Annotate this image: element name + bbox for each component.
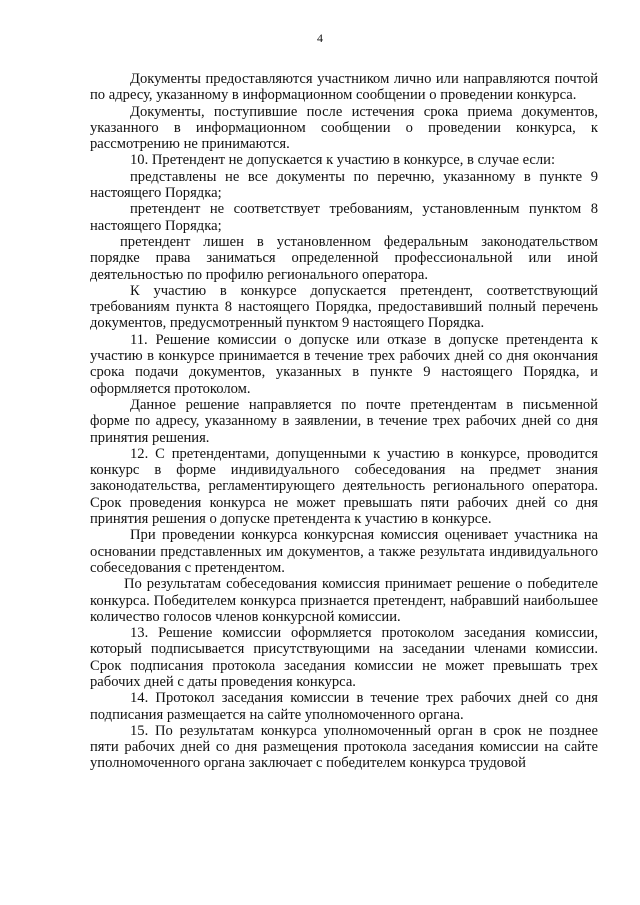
document-body [90, 71, 598, 772]
paragraph-clause-10-incomplete-documents: представлены не все документы по перечню, указанному в пункте 9 настоящего Порядка; [90, 168, 598, 202]
page-number: 4 [317, 31, 323, 45]
paragraph-decision-notice: Данное решение направляется по почте претендентам в письменной форме по адресу, указанному в заявлении, в течение трех рабочих дней со дня принятия решения. [90, 396, 598, 446]
paragraph-late-documents: Документы, поступившие после истечения срока приема документов, указанного в информационном сообщении о проведении конкурса, к рассмотрению не принимаются. [90, 103, 598, 153]
paragraph-documents-submission: Документы предоставляются участником лично или направляются почтой по адресу, указанному в информационном сообщении о проведении конкурса. [90, 71, 598, 104]
paragraph-admission: К участию в конкурсе допускается претендент, соответствующий требованиям пункта 8 настоящего Порядка, предоставивший полный перечень документов, предусмотренный пунктом 9 настоящего Порядка. [90, 282, 598, 332]
paragraph-clause-12: 12. С претендентами, допущенными к участию в конкурсе, проводится конкурс в форме индивидуального собеседования на предмет знания законодательства, регламентирующего деятельность регионального оператора. Срок проведения конкурса не может превышать пяти рабочих дней со дня принятия решения о допуске претендента к участию в конкурсе. [90, 445, 598, 528]
paragraph-clause-11: 11. Решение комиссии о допуске или отказе в допуске претендента к участию в конкурсе принимается в течение трех рабочих дней со дня окончания срока подачи документов, указанных в пункте 9 настоящего Порядка, и оформляется протоколом. [90, 331, 598, 397]
paragraph-evaluation: При проведении конкурса конкурсная комиссия оценивает участника на основании представленных им документов, а также результата индивидуального собеседования с претендентом. [90, 527, 598, 576]
paragraph-clause-10-deprived-rights: претендент лишен в установленном федеральным законодательством порядке права заниматься определенной профессиональной или иной деятельностью по профилю регионального оператора. [90, 233, 598, 283]
paragraph-winner: По результатам собеседования комиссия принимает решение о победителе конкурса. Победителем конкурса признается претендент, набравший наибольшее количество голосов членов конкурсной комиссии. [90, 576, 598, 625]
paragraph-clause-10: 10. Претендент не допускается к участию в конкурсе, в случае если: [130, 152, 556, 169]
paragraph-clause-14: 14. Протокол заседания комиссии в течение трех рабочих дней со дня подписания размещается на сайте уполномоченного органа. [90, 690, 598, 723]
paragraph-clause-15: 15. По результатам конкурса уполномоченный орган в срок не позднее пяти рабочих дней со дня размещения протокола заседания комиссии на сайте уполномоченного органа заключает с победителем конкурса трудовой [90, 722, 598, 772]
paragraph-clause-10-requirements: претендент не соответствует требованиям, установленным пунктом 8 настоящего Порядка; [90, 201, 598, 234]
paragraph-clause-13: 13. Решение комиссии оформляется протоколом заседания комиссии, который подписывается присутствующими на заседании членами комиссии. Срок подписания протокола заседания комиссии не может превышать трех рабочих дней с даты проведения конкурса. [90, 625, 598, 690]
